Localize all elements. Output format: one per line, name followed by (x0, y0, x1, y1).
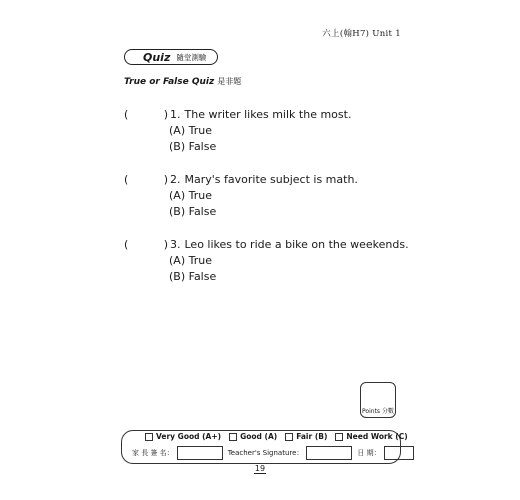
question-number: 1. (170, 107, 181, 121)
points-label: Points 分數 (362, 408, 394, 415)
question-1 (124, 106, 351, 154)
option-b: (B) False (169, 139, 217, 153)
option-a: (A) True (169, 253, 212, 267)
answer-blank[interactable]: ( ) (124, 237, 168, 251)
question-2 (124, 171, 358, 219)
date-field[interactable] (384, 446, 414, 460)
rating-need-work[interactable]: Need Work (C) (335, 432, 407, 441)
question-text: The writer likes milk the most. (184, 107, 352, 121)
question-text: Leo likes to ride a bike on the weekends. (184, 237, 409, 251)
checkbox-icon[interactable] (285, 433, 293, 441)
rating-options (145, 432, 416, 441)
section-title-zh: 是非題 (217, 77, 242, 86)
checkbox-icon[interactable] (335, 433, 343, 441)
page-number: 19 (254, 464, 266, 473)
question-number: 2. (170, 172, 181, 186)
checkbox-icon[interactable] (145, 433, 153, 441)
rating-good[interactable]: Good (A) (229, 432, 277, 441)
rating-very-good[interactable]: Very Good (A+) (145, 432, 221, 441)
signature-row (132, 446, 419, 460)
option-a: (A) True (169, 188, 212, 202)
rating-fair[interactable]: Fair (B) (285, 432, 327, 441)
question-text: Mary's favorite subject is math. (184, 172, 358, 186)
date-label: 日 期： (357, 449, 381, 457)
question-3 (124, 236, 409, 284)
section-title-en: True or False Quiz (124, 77, 215, 87)
quiz-badge (124, 49, 218, 65)
option-b: (B) False (169, 204, 217, 218)
unit-header: 六上(翰H7) Unit 1 (322, 29, 401, 39)
checkbox-icon[interactable] (229, 433, 237, 441)
section-title (124, 76, 241, 87)
option-b: (B) False (169, 269, 217, 283)
question-number: 3. (170, 237, 181, 251)
option-a: (A) True (169, 123, 212, 137)
parent-signature-field[interactable] (177, 446, 223, 460)
parent-signature-label: 家 長 簽 名： (132, 449, 174, 457)
quiz-badge-title: Quiz (143, 50, 171, 64)
answer-blank[interactable]: ( ) (124, 172, 168, 186)
quiz-badge-subtitle: 隨堂測驗 (176, 52, 207, 62)
teacher-signature-label: Teacher's Signature： (227, 449, 304, 457)
teacher-signature-field[interactable] (306, 446, 352, 460)
answer-blank[interactable]: ( ) (124, 107, 168, 121)
